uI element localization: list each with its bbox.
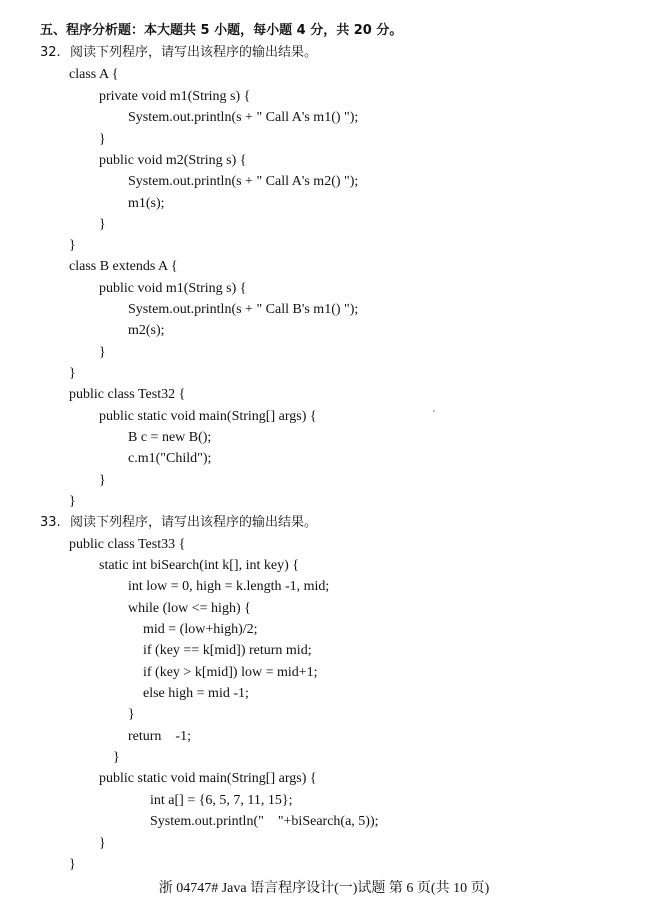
code-line: int low = 0, high = k.length -1, mid; xyxy=(128,579,330,594)
code-line: public void m2(String s) { xyxy=(99,153,247,168)
code-line: public class Test33 { xyxy=(69,537,186,552)
code-line: public void m1(String s) { xyxy=(99,281,247,296)
code-line: static int biSearch(int k[], int key) { xyxy=(99,558,299,573)
question-32-prompt: 阅读下列程序，请写出该程序的输出结果。 xyxy=(70,45,318,60)
code-line: } xyxy=(113,750,120,765)
code-line: m2(s); xyxy=(128,323,165,338)
code-line: public class Test32 { xyxy=(69,387,186,402)
code-line: private void m1(String s) { xyxy=(99,89,251,104)
code-line: } xyxy=(69,366,76,381)
code-line: public static void main(String[] args) { xyxy=(99,409,317,424)
code-line: class A { xyxy=(69,67,119,82)
code-line: System.out.println(s + " Call A's m2() "); xyxy=(128,174,359,189)
code-line: if (key > k[mid]) low = mid+1; xyxy=(143,665,318,680)
code-line: if (key == k[mid]) return mid; xyxy=(143,643,312,658)
code-line: System.out.println(s + " Call B's m1() "); xyxy=(128,302,359,317)
code-line: else high = mid -1; xyxy=(143,686,249,701)
code-line: } xyxy=(99,132,106,147)
code-line: } xyxy=(99,473,106,488)
code-line: int a[] = {6, 5, 7, 11, 15}; xyxy=(150,793,293,808)
code-line: } xyxy=(128,707,135,722)
code-line: } xyxy=(69,238,76,253)
code-line: System.out.println(s + " Call A's m1() "); xyxy=(128,110,359,125)
code-line: B c = new B(); xyxy=(128,430,212,445)
code-line: } xyxy=(99,836,106,851)
question-33-number: 33. xyxy=(40,515,61,530)
code-line: while (low <= high) { xyxy=(128,601,251,616)
code-line: class B extends A { xyxy=(69,259,178,274)
code-line: m1(s); xyxy=(128,196,165,211)
code-line: } xyxy=(99,217,106,232)
section-heading: 五、程序分析题：本大题共 5 小题，每小题 4 分，共 20 分。 xyxy=(40,23,403,38)
page-footer: 浙 04747# Java 语言程序设计(一)试题 第 6 页(共 10 页) xyxy=(158,881,490,896)
code-line: c.m1("Child"); xyxy=(128,451,212,466)
code-line: } xyxy=(69,494,76,509)
question-33-prompt: 阅读下列程序，请写出该程序的输出结果。 xyxy=(70,515,318,530)
code-line: System.out.println(" "+biSearch(a, 5)); xyxy=(150,814,379,829)
scan-speck xyxy=(433,410,435,412)
code-line: return -1; xyxy=(128,729,191,744)
code-line: } xyxy=(99,345,106,360)
code-line: public static void main(String[] args) { xyxy=(99,771,317,786)
code-line: } xyxy=(69,857,76,872)
code-line: mid = (low+high)/2; xyxy=(143,622,258,637)
question-32-number: 32. xyxy=(40,45,61,60)
